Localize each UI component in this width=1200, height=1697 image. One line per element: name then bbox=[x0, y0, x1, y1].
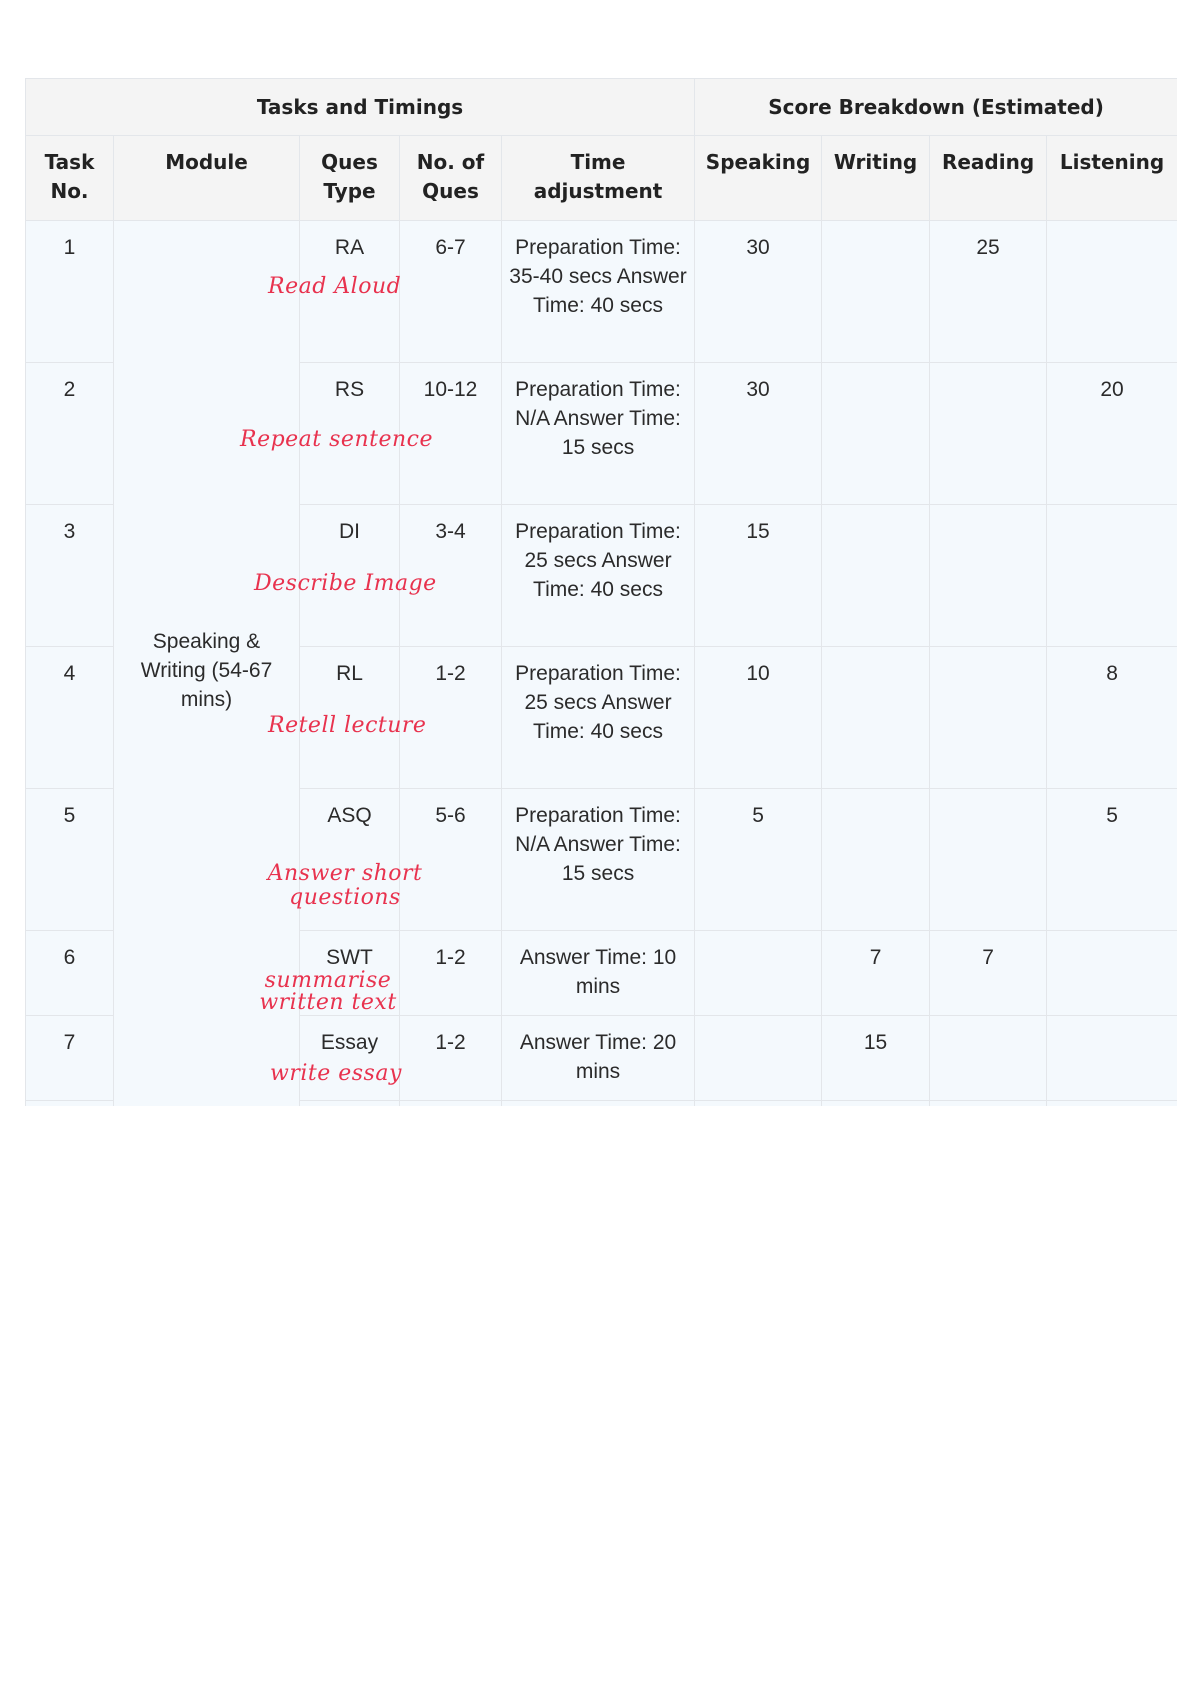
col-header-task-no: Task No. bbox=[26, 136, 114, 221]
cell-writing: 15 bbox=[822, 1016, 930, 1101]
handwritten-note-line: questions bbox=[289, 885, 401, 910]
cell-time-adjustment: Answer Time: 10 mins bbox=[502, 931, 695, 1016]
cell-listening: 20 bbox=[1047, 363, 1177, 505]
cell-reading bbox=[930, 647, 1047, 789]
cell-module: Speaking & Writing (54-67 mins) bbox=[114, 221, 300, 1107]
cell-time-adjustment: Preparation Time: 35-40 secs Answer Time: 40 secs bbox=[502, 221, 695, 363]
column-header-row bbox=[26, 136, 1178, 221]
cell-speaking: 30 bbox=[695, 221, 822, 363]
handwritten-note-retell-lecture: Retell lecture bbox=[268, 713, 427, 738]
pte-task-table bbox=[25, 78, 1177, 1106]
cell-writing bbox=[822, 647, 930, 789]
cell-ques-type: ASQ bbox=[300, 789, 400, 931]
cell-reading bbox=[930, 505, 1047, 647]
col-header-time-adjustment: Time adjustment bbox=[502, 136, 695, 221]
cell-time-adjustment: Preparation Time: 25 secs Answer Time: 40 secs bbox=[502, 505, 695, 647]
cell-writing bbox=[822, 789, 930, 931]
cell-time-adjustment: Preparation Time: N/A Answer Time: 15 secs bbox=[502, 789, 695, 931]
cell-ques-type: SWT bbox=[300, 931, 400, 1016]
cell-task-no: 7 bbox=[26, 1016, 114, 1101]
cell-speaking: 30 bbox=[695, 363, 822, 505]
cell-reading bbox=[930, 789, 1047, 931]
cell-no-of-ques: 1-2 bbox=[400, 931, 502, 1016]
cell-task-no: 6 bbox=[26, 931, 114, 1016]
cell-no-of-ques: 3-4 bbox=[400, 505, 502, 647]
cell-writing: 7 bbox=[822, 931, 930, 1016]
cell-task-no: 1 bbox=[26, 221, 114, 363]
cell-task-no: 5 bbox=[26, 789, 114, 931]
col-header-listening: Listening bbox=[1047, 136, 1177, 221]
group-header-scores: Score Breakdown (Estimated) bbox=[695, 79, 1177, 136]
cell-no-of-ques: 1-2 bbox=[400, 647, 502, 789]
handwritten-note-summarise-written-text bbox=[258, 970, 398, 1014]
cell-reading bbox=[930, 1016, 1047, 1101]
cell-listening bbox=[1047, 221, 1177, 363]
cell-speaking: 15 bbox=[695, 505, 822, 647]
cell-listening bbox=[1047, 931, 1177, 1016]
cell-listening: 8 bbox=[1047, 647, 1177, 789]
handwritten-note-answer-short-questions bbox=[260, 862, 430, 910]
handwritten-note-repeat-sentence: Repeat sentence bbox=[240, 427, 433, 452]
col-header-ques-type: Ques Type bbox=[300, 136, 400, 221]
handwritten-note-line: Answer short bbox=[267, 861, 423, 886]
col-header-writing: Writing bbox=[822, 136, 930, 221]
col-header-reading: Reading bbox=[930, 136, 1047, 221]
handwritten-note-read-aloud: Read Aloud bbox=[268, 274, 402, 299]
cell-no-of-ques: 10-12 bbox=[400, 363, 502, 505]
table-row bbox=[26, 221, 1178, 363]
handwritten-note-write-essay: write essay bbox=[270, 1061, 402, 1086]
cell-time-adjustment: Preparation Time: N/A Answer Time: 15 secs bbox=[502, 363, 695, 505]
cell-ques-type: RL bbox=[300, 647, 400, 789]
col-header-module: Module bbox=[114, 136, 300, 221]
cell-reading: 25 bbox=[930, 221, 1047, 363]
cell-task-no: 4 bbox=[26, 647, 114, 789]
col-header-no-of-ques: No. of Ques bbox=[400, 136, 502, 221]
cell-writing bbox=[822, 221, 930, 363]
cell-speaking: 10 bbox=[695, 647, 822, 789]
cell-listening: 5 bbox=[1047, 789, 1177, 931]
cell-speaking: 5 bbox=[695, 789, 822, 931]
cell-ques-type: Essay bbox=[300, 1016, 400, 1101]
handwritten-note-line: summarise bbox=[264, 968, 392, 993]
cell-writing bbox=[822, 505, 930, 647]
cell-time-adjustment: Preparation Time: 25 secs Answer Time: 40 secs bbox=[502, 647, 695, 789]
cell-listening bbox=[1047, 505, 1177, 647]
cell-speaking bbox=[695, 1016, 822, 1101]
cell-speaking bbox=[695, 931, 822, 1016]
col-header-speaking: Speaking bbox=[695, 136, 822, 221]
handwritten-note-describe-image: Describe Image bbox=[254, 571, 437, 596]
cell-time-adjustment: Answer Time: 20 mins bbox=[502, 1016, 695, 1101]
cell-listening bbox=[1047, 1016, 1177, 1101]
group-header-tasks: Tasks and Timings bbox=[26, 79, 695, 136]
cell-ques-type: RS bbox=[300, 363, 400, 505]
cell-writing bbox=[822, 363, 930, 505]
cell-reading bbox=[930, 363, 1047, 505]
group-header-row bbox=[26, 79, 1178, 136]
cell-no-of-ques: 6-7 bbox=[400, 221, 502, 363]
pte-task-table-container bbox=[25, 78, 1177, 1106]
cell-ques-type: RA bbox=[300, 221, 400, 363]
cell-task-no: 2 bbox=[26, 363, 114, 505]
cell-ques-type: DI bbox=[300, 505, 400, 647]
handwritten-note-line: written text bbox=[259, 990, 397, 1015]
cell-task-no: 3 bbox=[26, 505, 114, 647]
cell-no-of-ques: 5-6 bbox=[400, 789, 502, 931]
cell-reading: 7 bbox=[930, 931, 1047, 1016]
cell-no-of-ques: 1-2 bbox=[400, 1016, 502, 1101]
